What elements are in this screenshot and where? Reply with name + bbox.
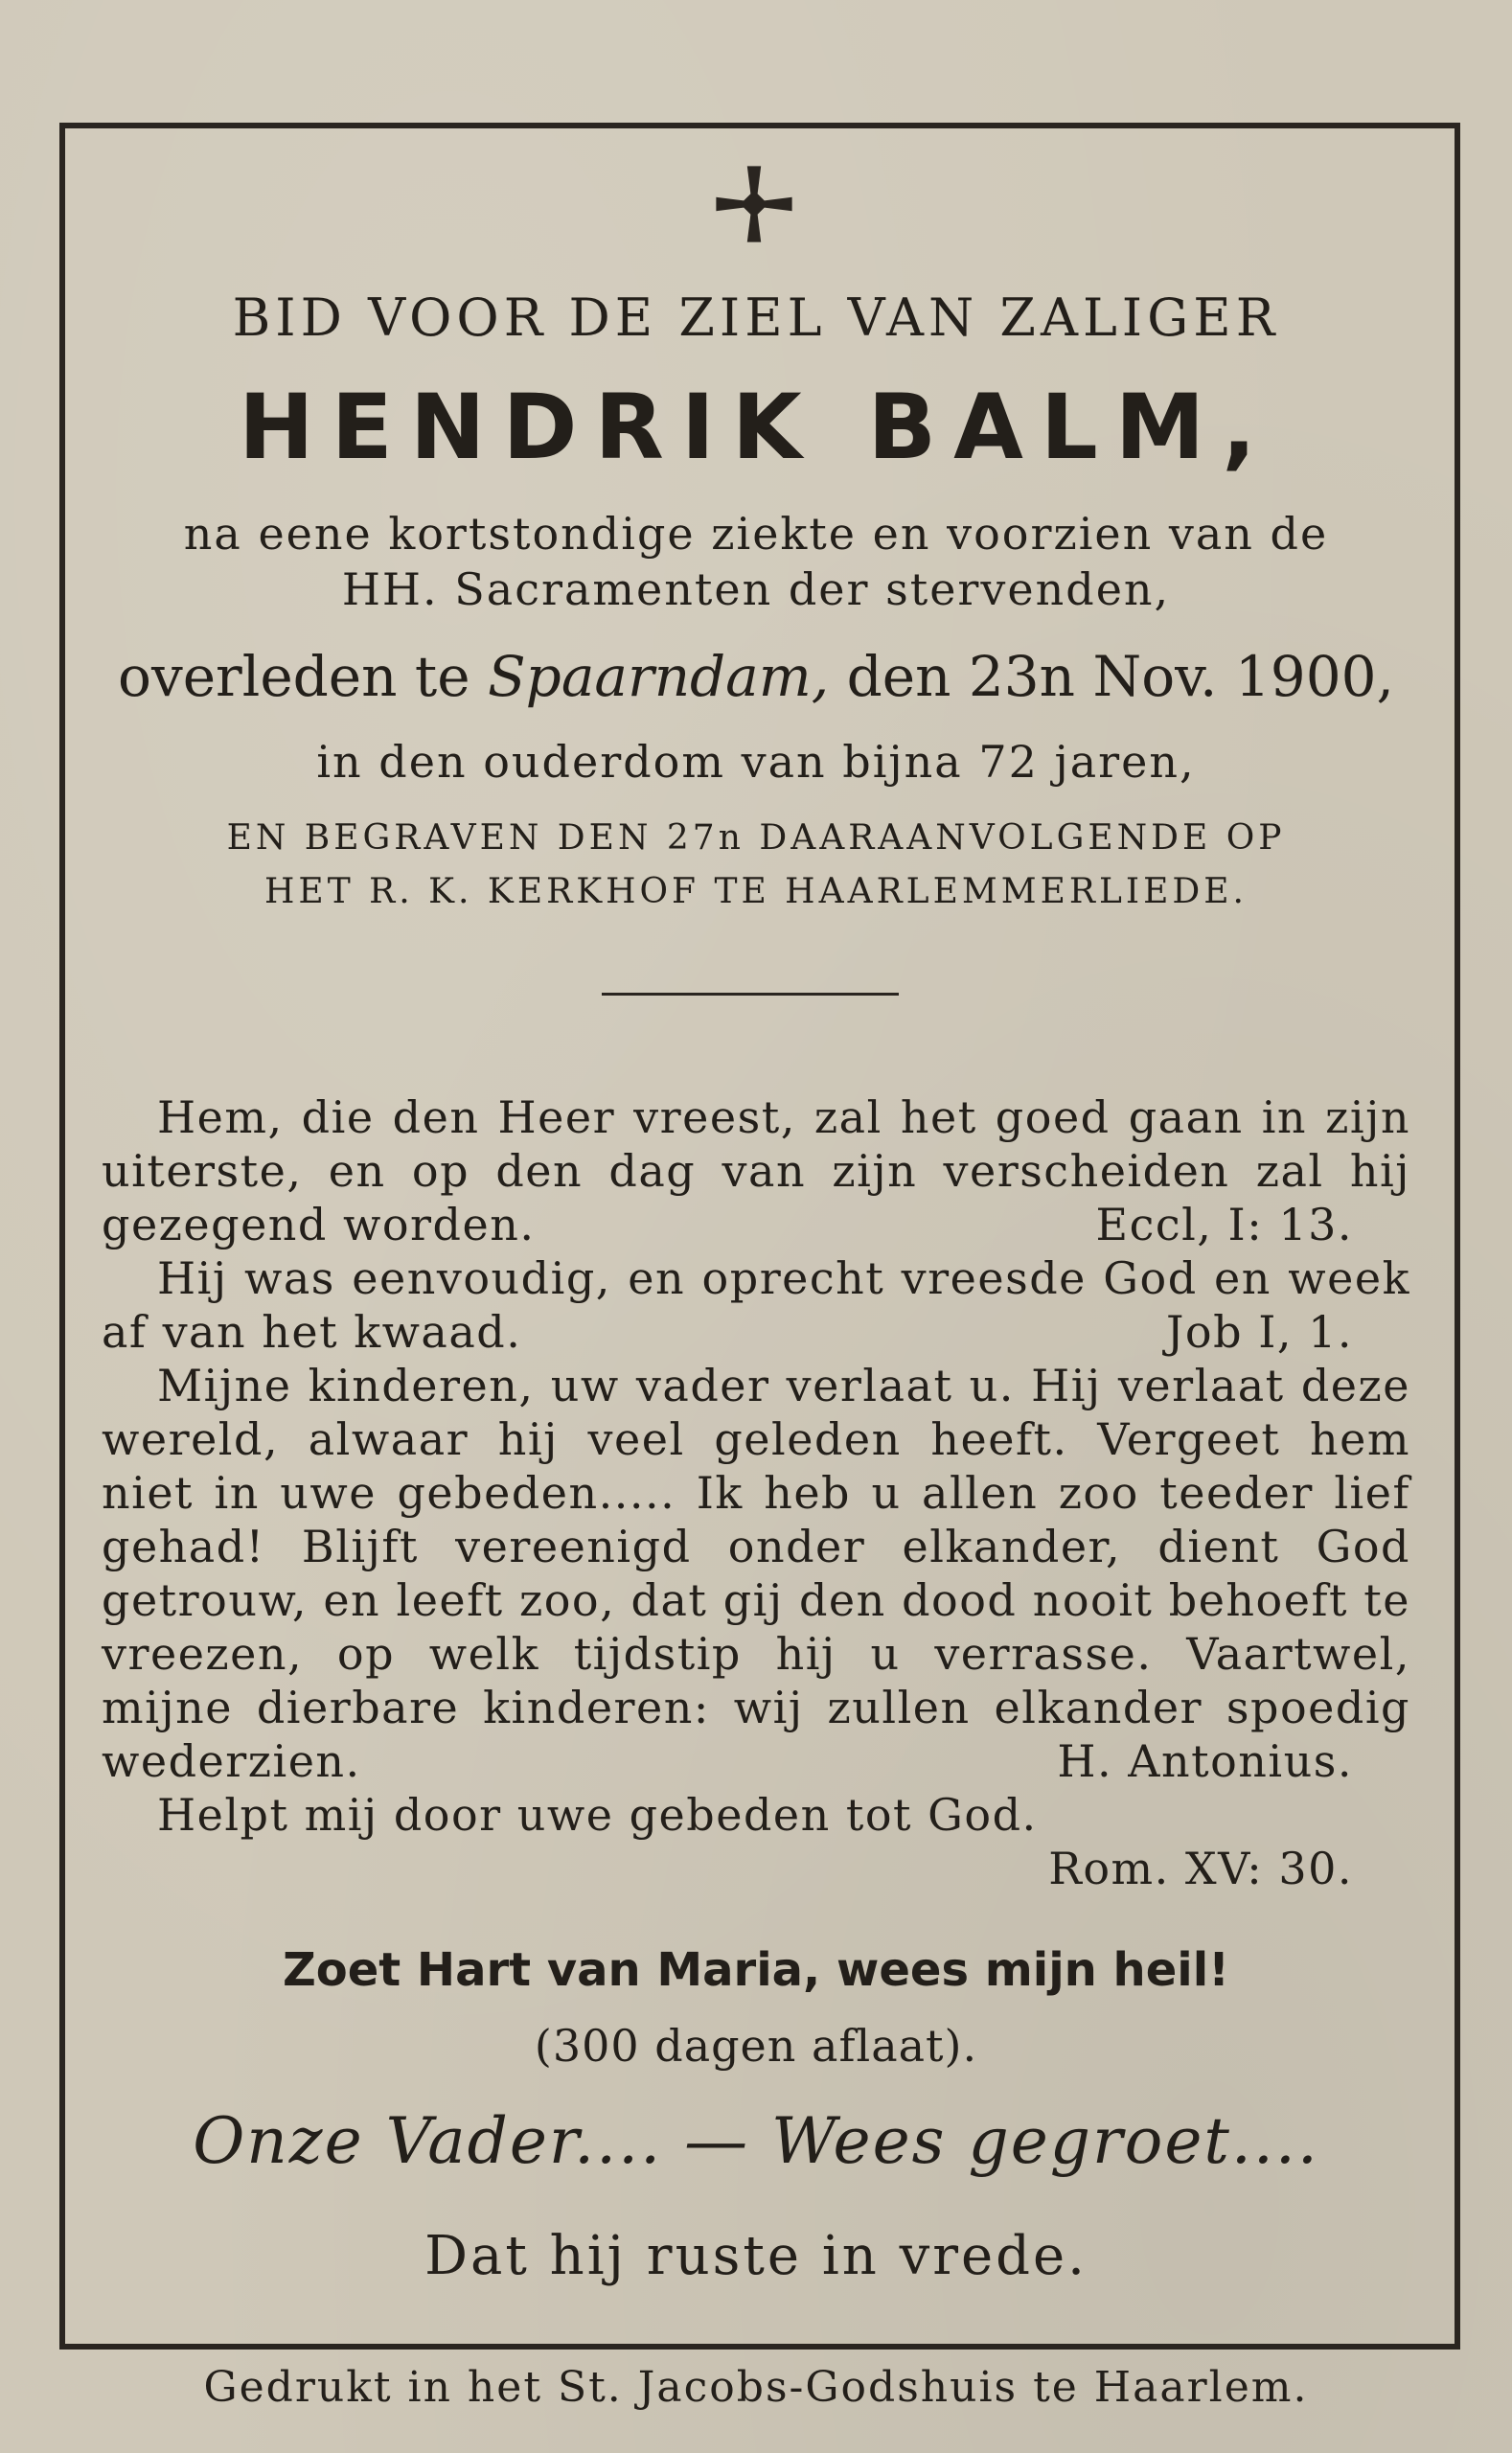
reference-antonius: H. Antonius. [1057,1735,1353,1787]
printer-credit: Gedrukt in het St. Jacobs-Godshuis te Haarlem. [203,2363,1309,2412]
reference-eccl: Eccl, I: 13. [1095,1199,1353,1250]
reference-job: Job I, 1. [1165,1306,1353,1358]
divider-rule [602,993,899,996]
paragraph-1 [102,1090,1410,1251]
age-line: in den ouderdom van bijna 72 jaren, [316,736,1196,788]
death-place: Spaarndam, [487,644,830,709]
burial-line-1: EN BEGRAVEN DEN 27n DAARAANVOLGENDE OP [226,818,1286,858]
paragraph-4: Helpt mij door uwe gebeden tot God. [157,1789,1038,1841]
rest-in-peace-line: Dat hij ruste in vrede. [424,2225,1088,2287]
sacraments-line: HH. Sacramenten der stervenden, [341,563,1171,615]
death-line-pre: overleden te [118,644,488,709]
paragraph-2-text: Hij was eenvoudig, en oprecht vreesde God en week af van het kwaad. [102,1252,1410,1358]
marian-prayer: Zoet Hart van Maria, wees mijn heil! [282,1943,1230,1997]
death-line [0,644,1512,709]
paragraph-3 [102,1359,1410,1788]
deceased-name: HENDRIK BALM, [238,376,1274,480]
prayers-line: Onze Vader.... — Wees gegroet.... [193,2104,1319,2178]
illness-line: na eene kortstondige ziekte en voorzien van de [183,508,1329,560]
prayer-heading: BID VOOR DE ZIEL VAN ZALIGER [232,287,1280,348]
death-date: den 23n Nov. 1900, [829,644,1394,709]
paragraph-1-text: Hem, die den Heer vreest, zal het goed gaan in zijn uiterste, en op den dag van zijn verscheiden zal hij gezegend worden. [102,1091,1410,1250]
paragraph-3-text: Mijne kinderen, uw vader verlaat u. Hij verlaat deze wereld, alwaar hij veel geleden heeft. Vergeet hem niet in uwe gebeden..... Ik heb u allen zoo teeder lief gehad! Blijft vereenigd onder elkander, dient God getrouw, en leeft zoo, dat gij den dood nooit behoeft te vreezen, op welk tijdstip hij u verrasse. Vaartwel, mijne dierbare kinderen: wij zullen elkander spoedig wederzien. [102,1360,1410,1787]
burial-line-2: HET R. K. KERKHOF TE HAARLEMMERLIEDE. [264,872,1248,911]
cross-pattee-icon [711,161,797,247]
paragraph-2 [102,1251,1410,1359]
reference-rom: Rom. XV: 30. [1048,1843,1353,1894]
indulgence-note: (300 dagen aflaat). [534,2020,978,2072]
scripture-text [102,1090,1410,1895]
